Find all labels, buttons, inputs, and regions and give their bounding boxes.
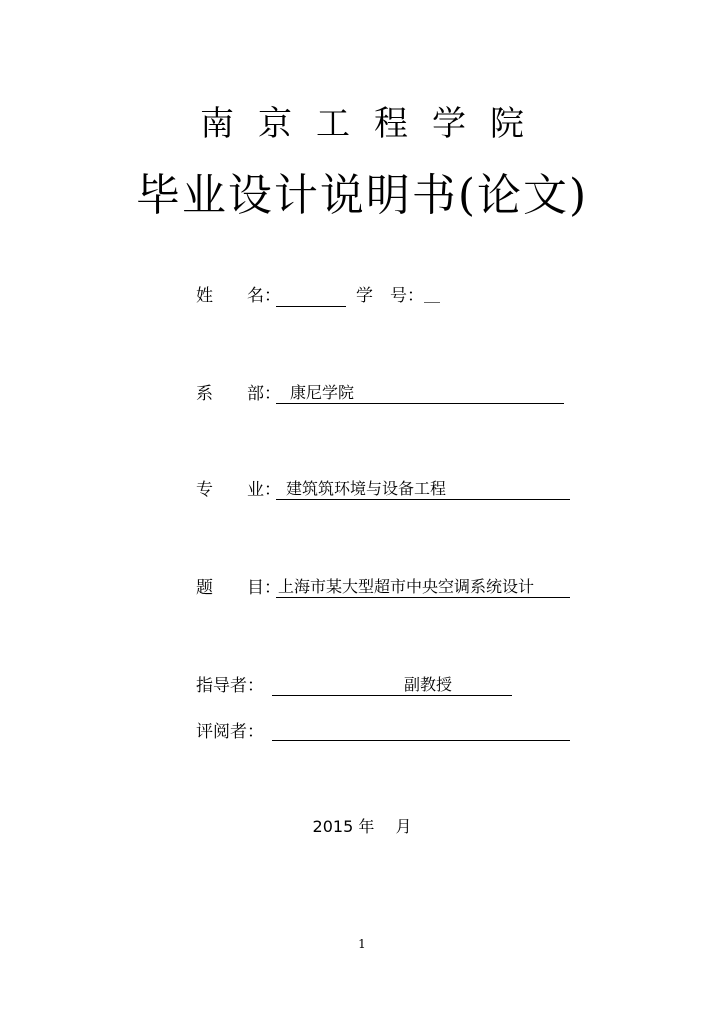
page-number: 1 <box>358 937 366 951</box>
name-value-line <box>276 284 346 307</box>
advisor-label: 指导者： <box>196 676 264 696</box>
department-value: 康尼学院 <box>276 382 564 404</box>
topic-label: 题 目： <box>196 578 281 598</box>
advisor-value: 副教授 <box>272 674 512 696</box>
major-label: 专 业： <box>196 480 281 500</box>
student-id-label: 学 号： <box>356 286 424 306</box>
reviewer-label: 评阅者： <box>196 722 264 742</box>
reviewer-value-line <box>272 718 570 741</box>
university-name: 南京工程学院 <box>200 104 548 144</box>
department-label: 系 部： <box>196 384 281 404</box>
name-label: 姓 名： <box>196 286 281 306</box>
student-id-value: __ <box>424 284 440 303</box>
submission-date: 2015 年 月 <box>312 817 412 836</box>
topic-value: 上海市某大型超市中央空调系统设计 <box>276 576 570 598</box>
document-title: 毕业设计说明书(论文) <box>135 170 589 221</box>
major-value: 建筑筑环境与设备工程 <box>276 478 570 500</box>
